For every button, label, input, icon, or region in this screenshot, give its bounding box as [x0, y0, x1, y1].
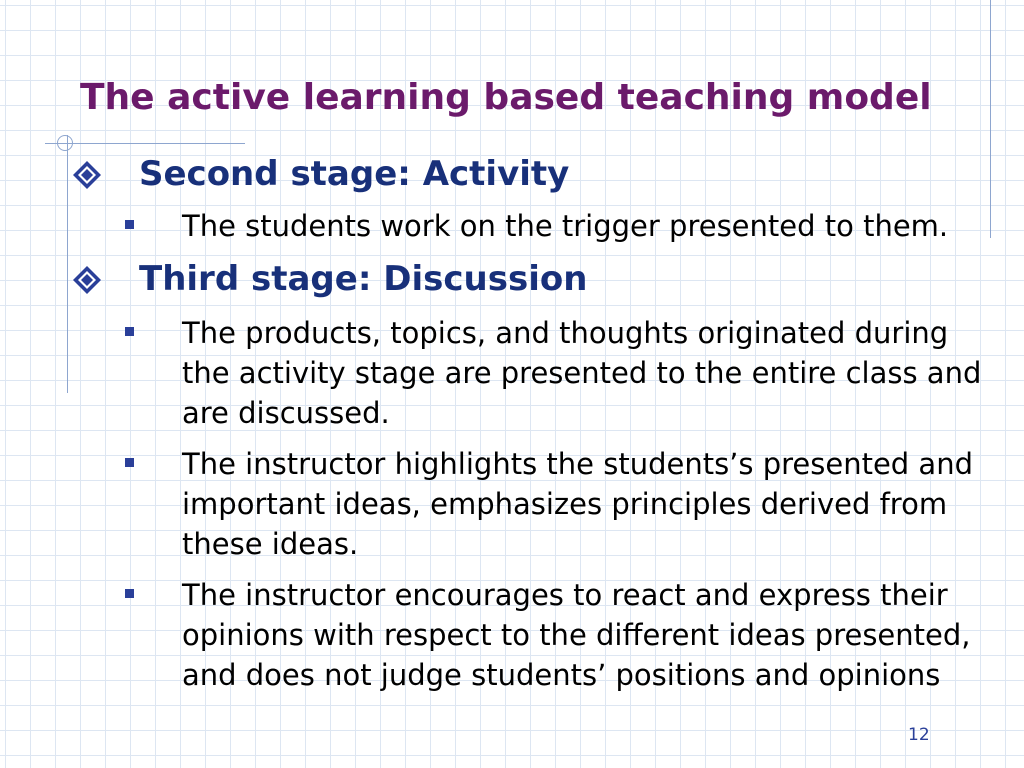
diamond-bullet-icon: [72, 265, 102, 295]
square-bullet-icon: [125, 589, 134, 598]
decorative-right-line: [990, 0, 991, 238]
page-number: 12: [908, 725, 930, 745]
diamond-bullet-icon: [72, 160, 102, 190]
square-bullet-icon: [125, 220, 134, 229]
bullet-text: The instructor highlights the students’s presented and important ideas, emphasizes principles derived from these ideas.: [182, 447, 973, 561]
square-bullet-icon: [125, 327, 134, 336]
decorative-horizontal-line: [45, 143, 245, 144]
bullet-text: The students work on the trigger presented to them.: [182, 209, 949, 243]
bullet-text: The products, topics, and thoughts originated during the activity stage are presented to the entire class and are discussed.: [182, 316, 982, 430]
slide-title: The active learning based teaching model: [80, 77, 932, 118]
stage-heading-text: Second stage: Activity: [139, 154, 570, 194]
stage-heading-text: Third stage: Discussion: [139, 259, 588, 299]
decorative-vertical-line: [67, 135, 68, 393]
bullet-text: The instructor encourages to react and express their opinions with respect to the different ideas presented, and does not judge students’ positions and opinions: [182, 578, 971, 692]
decorative-circle: [57, 135, 73, 151]
square-bullet-icon: [125, 458, 134, 467]
